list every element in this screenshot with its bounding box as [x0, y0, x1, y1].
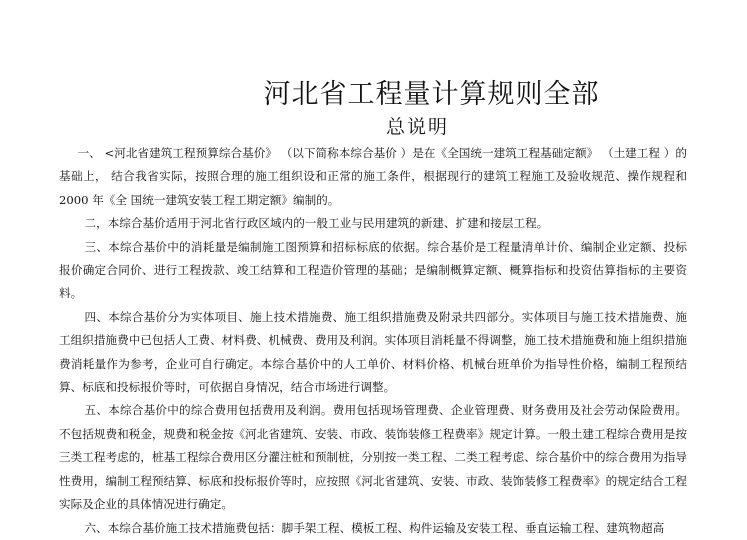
paragraph-3: 三、本综合基价中的消耗量是编制施工图预算和招标标底的依据。综合基价是工程量清单计价、编制企业定额、投标报价确定合同价、进行工程拨款、竣工结算和工程造价管理的基础；是编制概算定额、概算指标和投资估算指标的主要资料。 — [59, 239, 687, 301]
document-body — [59, 142, 687, 540]
paragraph-5: 五、本综合基价中的综合费用包括费用及利润。费用包括现场管理费、企业管理费、财务费用及社会劳动保险费用。不包括规费和税金，规费和税金按《河北省建筑、安装、市政、装饰装修工程费率》规定计算。一般土建工程综合费用是按三类工程考虑的，桩基工程综合费用区分灌注桩和预制桩，分别按一类工程、二类工程考虑、综合基价中的综合费用为指导性费用，编制工程预结算、标底和投标报价等时，应按照《河北省建筑、安装、市政、装饰装修工程费率》的规定结合工程实际及企业的具体情况进行确定。 — [59, 403, 687, 512]
paragraph-6: 六、本综合基价施工技术措施费包括：脚手架工程、模板工程、构件运输及安装工程、垂直运输工程、建筑物超高 — [84, 520, 665, 535]
document-title: 河北省工程量计算规则全部 — [263, 79, 600, 110]
document-subtitle: 总说明 — [385, 116, 449, 138]
paragraph-2: 二，本综合基价适用于河北省行政区域内的一般工业与民用建筑的新建、扩建和接层工程。 — [84, 216, 549, 231]
paragraph-4: 四、本综合基价分为实体项目、施上技术措施费、施工组织措施费及附录共四部分。实体项目与施工技术措施费、施工组织措施费中已包括人工费、材料费、机械费、费用及利润。实体项目消耗量不得调整，施工技术措施费和施上组织措施费消耗量作为参考，企业可自行确定。本综合基价中的人工单价、材料价格、机械台班单价为指导性价格，编制工程预结算、标底和投标报价等时，可依据自身情况，结合市场进行调整。 — [59, 309, 687, 395]
paragraph-1: 一、 <河北省建筑工程预算综合基价》 （以下简称本综合基价 ）是在《全国统一建筑工程基础定额》 （土建工程 ）的基础上， 结合我省实际，按照合理的施工组织设和正常的施工条件，根据现行的建筑工程施工及验收规范、操作规程和 2000 年《全 国统一建筑安装工程工期定额》编制的。 — [59, 146, 687, 207]
